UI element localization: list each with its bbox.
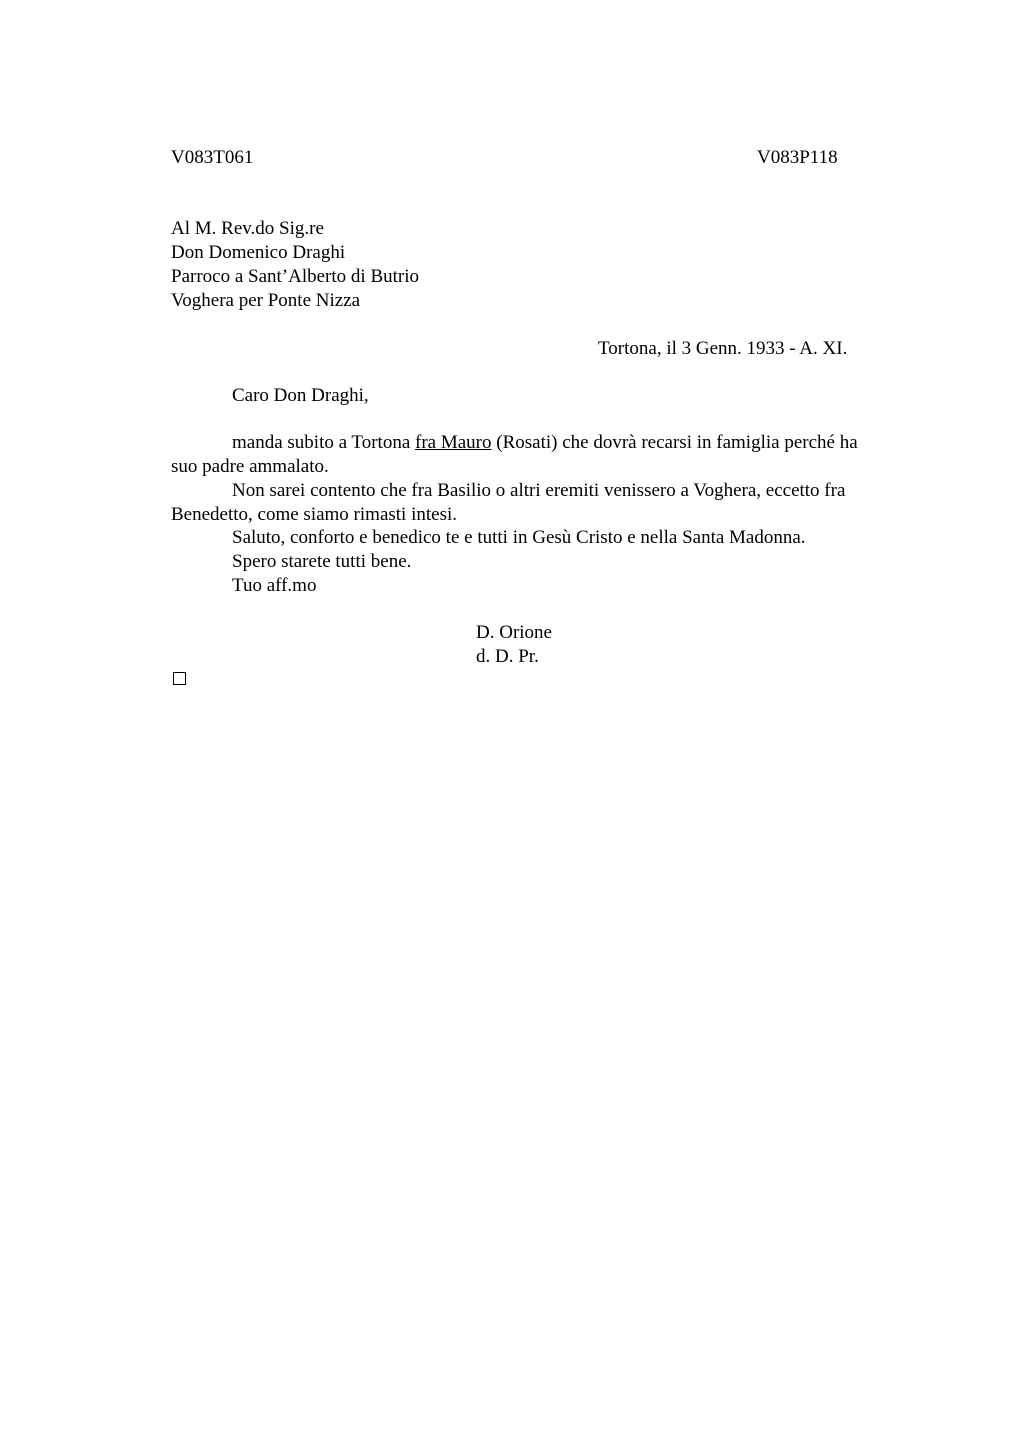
signature-name: D. Orione bbox=[476, 622, 552, 643]
body-paragraph-2-line-1: Non sarei contento che fra Basilio o altri eremiti venissero a Voghera, eccetto fra bbox=[232, 480, 846, 501]
closing: Tuo aff.mo bbox=[232, 575, 317, 596]
address-line-1: Al M. Rev.do Sig.re bbox=[171, 218, 324, 239]
body-paragraph-4: Spero starete tutti bene. bbox=[232, 551, 412, 572]
document-code-left: V083T061 bbox=[171, 147, 254, 168]
document-code-right: V083P118 bbox=[757, 147, 838, 168]
body-paragraph-3: Saluto, conforto e benedico te e tutti in Gesù Cristo e nella Santa Madonna. bbox=[232, 527, 806, 548]
body-paragraph-1-line-1 bbox=[232, 431, 858, 455]
address-line-4: Voghera per Ponte Nizza bbox=[171, 290, 361, 311]
signature-title: d. D. Pr. bbox=[476, 646, 539, 667]
dateline: Tortona, il 3 Genn. 1933 - A. XI. bbox=[598, 338, 848, 359]
body-paragraph-2-line-2: Benedetto, come siamo rimasti intesi. bbox=[171, 504, 457, 525]
underlined-name: fra Mauro bbox=[415, 432, 492, 453]
address-line-3: Parroco a Sant’Alberto di Butrio bbox=[171, 266, 420, 287]
body-paragraph-1-line-2: suo padre ammalato. bbox=[171, 456, 329, 477]
body-text: (Rosati) che dovrà recarsi in famiglia perché ha bbox=[491, 432, 858, 453]
salutation: Caro Don Draghi, bbox=[232, 385, 369, 406]
empty-box-icon bbox=[173, 672, 186, 685]
body-text: manda subito a Tortona bbox=[232, 432, 416, 453]
address-line-2: Don Domenico Draghi bbox=[171, 242, 346, 263]
